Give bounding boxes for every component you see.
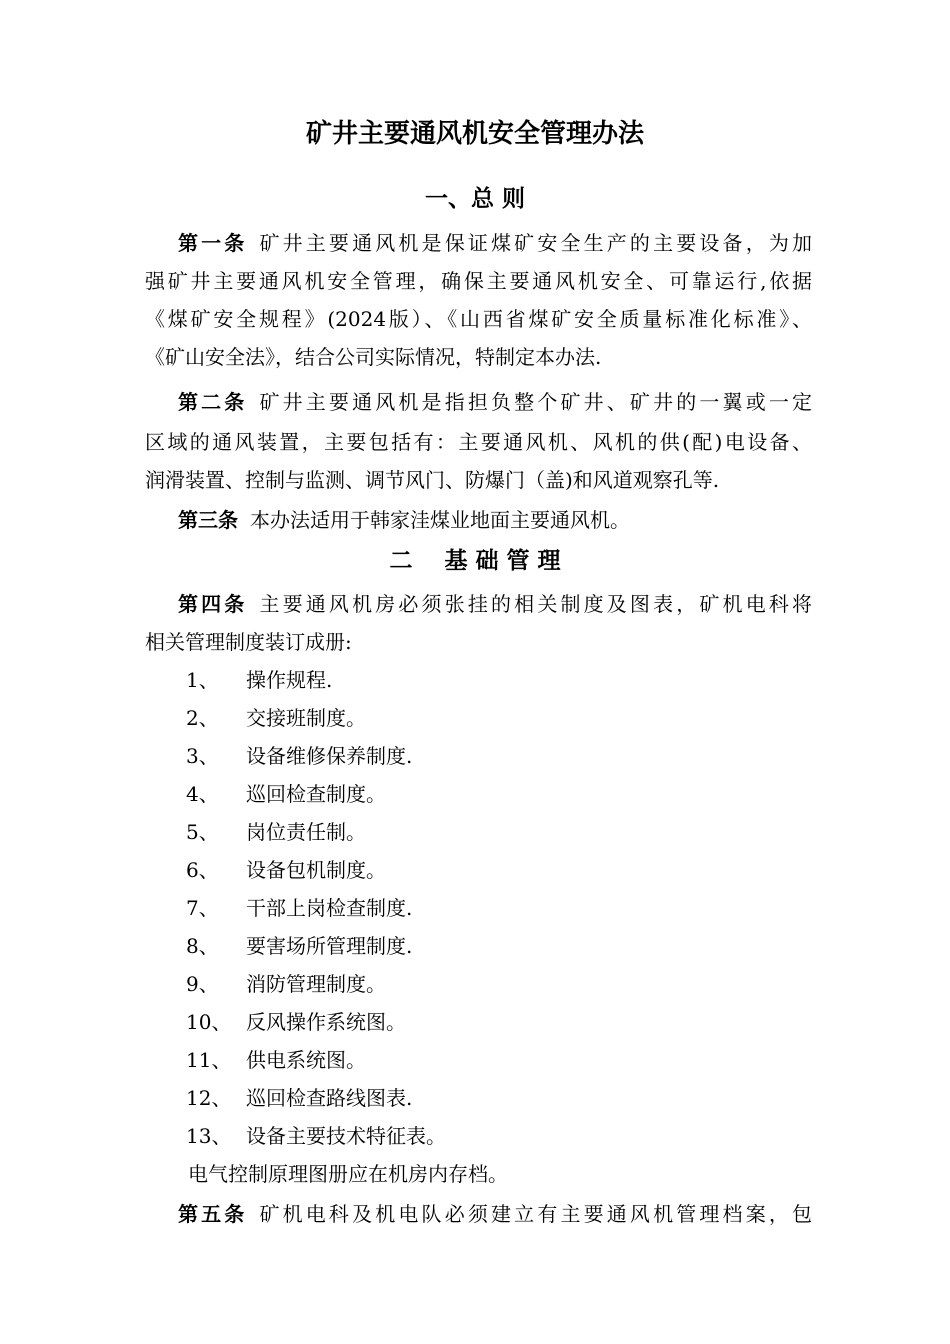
list-item-number: 10、: [186, 1010, 232, 1034]
list-item-text: 要害场所管理制度.: [246, 934, 413, 958]
article-4-label: 第四条: [178, 592, 248, 616]
list-item-text: 设备主要技术特征表。: [246, 1124, 446, 1148]
list-item: [186, 662, 332, 698]
list-item-number: 2、: [186, 706, 219, 730]
list-item-number: 3、: [186, 744, 219, 768]
article-4-line: 相关管理制度装订成册:: [145, 630, 352, 654]
list-item: [186, 1118, 446, 1154]
list-item-number: 8、: [186, 934, 219, 958]
article-5-label: 第五条: [178, 1202, 248, 1226]
list-item: [186, 1004, 406, 1040]
list-item-number: 11、: [186, 1048, 232, 1072]
list-item: [186, 1080, 412, 1116]
list-item-number: 7、: [186, 896, 219, 920]
list-item-number: 6、: [186, 858, 219, 882]
list-item-number: 5、: [186, 820, 219, 844]
list-item-text: 设备包机制度。: [246, 858, 386, 882]
list-item: [186, 852, 386, 888]
list-item: [186, 966, 386, 1002]
article-5-first-line: [178, 1196, 812, 1232]
archive-note: 电气控制原理图册应在机房内存档。: [188, 1162, 508, 1186]
article-2-first-line: [178, 384, 812, 420]
article-2-text: 矿井主要通风机是指担负整个矿井、矿井的一翼或一定: [259, 390, 813, 414]
article-3-first-line: [178, 502, 630, 538]
article-5-text: 矿机电科及机电队必须建立有主要通风机管理档案，包: [259, 1202, 813, 1226]
list-item-text: 干部上岗检查制度.: [246, 896, 413, 920]
list-item-number: 9、: [186, 972, 219, 996]
article-3-text: 本办法适用于韩家洼煤业地面主要通风机。: [250, 508, 630, 532]
article-1-first-line: [178, 225, 812, 261]
list-item-number: 12、: [186, 1086, 232, 1110]
document-title: 矿井主要通风机安全管理办法: [305, 119, 644, 149]
list-item-text: 供电系统图。: [246, 1048, 366, 1072]
list-item: [186, 700, 366, 736]
list-item: [186, 738, 412, 774]
list-item-text: 交接班制度。: [246, 706, 366, 730]
article-3-label: 第三条: [178, 508, 238, 532]
article-1-label: 第一条: [178, 231, 248, 255]
list-item: [186, 776, 386, 812]
article-2-line: 润滑装置、控制与监测、调节风门、防爆门（盖)和风道观察孔等.: [145, 468, 720, 492]
article-2-label: 第二条: [178, 390, 248, 414]
list-item-text: 操作规程.: [246, 668, 333, 692]
list-item-text: 岗位责任制。: [246, 820, 366, 844]
article-1-line: 《煤矿安全规程》(2024版）、《山西省煤矿安全质量标准化标准》、: [145, 307, 812, 331]
list-item-text: 反风操作系统图。: [246, 1010, 406, 1034]
list-item: [186, 814, 366, 850]
list-item: [186, 928, 412, 964]
article-2-line: 区域的通风装置，主要包括有：主要通风机、风机的供(配)电设备、: [145, 430, 812, 454]
list-item-text: 消防管理制度。: [246, 972, 386, 996]
article-1-line: 《矿山安全法》，结合公司实际情况，特制定本办法.: [145, 345, 602, 369]
list-item-number: 4、: [186, 782, 219, 806]
list-item-number: 13、: [186, 1124, 232, 1148]
list-item: [186, 890, 412, 926]
list-item-text: 巡回检查制度。: [246, 782, 386, 806]
article-4-first-line: [178, 586, 812, 622]
list-item-text: 巡回检查路线图表.: [246, 1086, 413, 1110]
article-1-line: 强矿井主要通风机安全管理，确保主要通风机安全、可靠运行,依据: [145, 269, 812, 293]
list-item: [186, 1042, 366, 1078]
list-item-number: 1、: [186, 668, 219, 692]
article-4-text: 主要通风机房必须张挂的相关制度及图表，矿机电科将: [259, 592, 813, 616]
article-1-text: 矿井主要通风机是保证煤矿安全生产的主要设备，为加: [259, 231, 813, 255]
section-heading-basic-management: 二 基 础 管 理: [389, 547, 561, 574]
section-heading-general: 一、总 则: [424, 185, 525, 212]
list-item-text: 设备维修保养制度.: [246, 744, 413, 768]
